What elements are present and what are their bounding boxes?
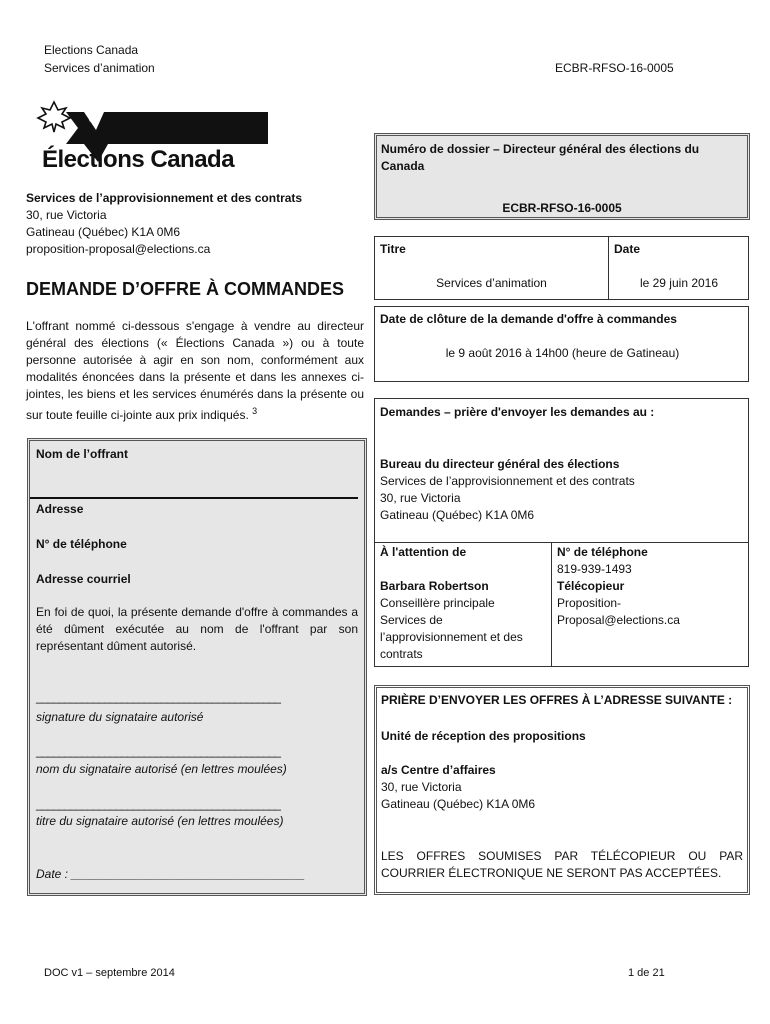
offers-box <box>374 685 750 895</box>
offeror-address-label: Adresse <box>36 502 84 516</box>
offers-attn: a/s Centre d’affaires <box>381 763 496 777</box>
contact-name: Barbara Robertson <box>380 579 489 593</box>
footer-page: 1 de 21 <box>628 967 665 979</box>
file-number-value: ECBR-RFSO-16-0005 <box>502 201 622 215</box>
contact-dept: Services de l’approvisionnement et des contrats <box>26 191 303 205</box>
org-line1: Elections Canada <box>44 43 139 57</box>
closing-value: le 9 août 2016 à 14h00 (heure de Gatineau) <box>445 346 680 360</box>
intro-text: L'offrant nommé ci-dessous s'engage à vendre au directeur général des élections (« Élections Canada ») ou à toute personne autorisée à agir en son nom, conformément aux modalités énoncées dans la présente et dans les annexes ci-jointes, les biens et les services énumérés dans la présente ou sur toute feuille ci-jointe aux prix indiqués. <box>26 319 364 422</box>
titre-label: Titre <box>380 242 406 256</box>
signature-label: signature du signataire autorisé <box>36 710 204 724</box>
date-label: Date <box>614 242 641 256</box>
offeror-name-label: Nom de l’offrant <box>36 447 128 461</box>
title-print-line[interactable]: ___________________________________________ <box>36 797 280 811</box>
requests-divider-v <box>551 542 552 666</box>
title-print-label: titre du signataire autorisé (en lettres moulées) <box>36 814 284 828</box>
requests-city: Gatineau (Québec) K1A 0M6 <box>380 508 535 522</box>
contact-dept-name: Services de l’approvisionnement et des contrats <box>380 613 523 661</box>
title-date-box <box>374 236 749 300</box>
contact-role: Conseillère principale <box>380 596 495 610</box>
date-value: le 29 juin 2016 <box>639 276 719 290</box>
titre-value: Services d’animation <box>436 276 547 290</box>
requests-office: Bureau du directeur général des élections <box>380 457 620 471</box>
phone-label: N° de téléphone <box>557 545 648 559</box>
attention-label: À l'attention de <box>380 545 467 559</box>
file-number-box <box>374 133 750 220</box>
phone-value: 819-939-1493 <box>557 562 632 576</box>
offers-city: Gatineau (Québec) K1A 0M6 <box>381 797 536 811</box>
file-number-label: Numéro de dossier – Directeur général des élections du Canada <box>381 142 700 173</box>
closing-date-box <box>374 306 749 382</box>
offeror-box <box>27 438 367 896</box>
offers-unit: Unité de réception des propositions <box>381 729 586 743</box>
requests-street: 30, rue Victoria <box>380 491 461 505</box>
requests-divider-h <box>375 542 748 543</box>
date-line[interactable]: Date : ___________________________________ <box>36 867 305 881</box>
logo-wordmark: Élections Canada <box>42 146 235 173</box>
offers-note: LES OFFRES SOUMISES PAR TÉLÉCOPIEUR OU PAR COURRIER ÉLECTRONIQUE NE SERONT PAS ACCEPTÉES. <box>381 849 743 880</box>
offeror-name-line[interactable] <box>30 497 358 499</box>
offeror-declaration: En foi de quoi, la présente demande d'offre à commandes a été dûment exécutée au nom de l'offrant par son représentant dûment autorisé. <box>36 605 358 653</box>
fax-value[interactable]: Proposition-Proposal@elections.ca <box>557 596 680 627</box>
header-ref: ECBR-RFSO-16-0005 <box>555 61 674 75</box>
elections-canada-logo <box>26 100 271 175</box>
contact-city: Gatineau (Québec) K1A 0M6 <box>26 225 181 239</box>
intro-note: 3 <box>252 406 258 416</box>
org-line2: Services d’animation <box>44 61 155 75</box>
offeror-email-label: Adresse courriel <box>36 572 131 586</box>
intro-paragraph <box>26 318 364 424</box>
name-print-label: nom du signataire autorisé (en lettres moulées) <box>36 762 287 776</box>
offeror-phone-label: N° de téléphone <box>36 537 127 551</box>
contact-email[interactable]: proposition-proposal@elections.ca <box>26 242 211 256</box>
closing-label: Date de clôture de la demande d'offre à commandes <box>380 312 677 326</box>
requests-label: Demandes – prière d'envoyer les demandes au : <box>380 405 655 419</box>
contact-street: 30, rue Victoria <box>26 208 107 222</box>
requests-box <box>374 398 749 667</box>
fax-label: Télécopieur <box>557 579 625 593</box>
page-title: DEMANDE D’OFFRE À COMMANDES <box>26 279 344 299</box>
name-print-line[interactable]: ___________________________________________ <box>36 744 280 758</box>
signature-line[interactable]: ___________________________________________ <box>36 690 280 704</box>
offers-street: 30, rue Victoria <box>381 780 462 794</box>
requests-dept: Services de l’approvisionnement et des contrats <box>380 474 635 488</box>
footer-version: DOC v1 – septembre 2014 <box>44 967 175 979</box>
offers-label: PRIÈRE D’ENVOYER LES OFFRES À L’ADRESSE SUIVANTE : <box>381 693 733 707</box>
